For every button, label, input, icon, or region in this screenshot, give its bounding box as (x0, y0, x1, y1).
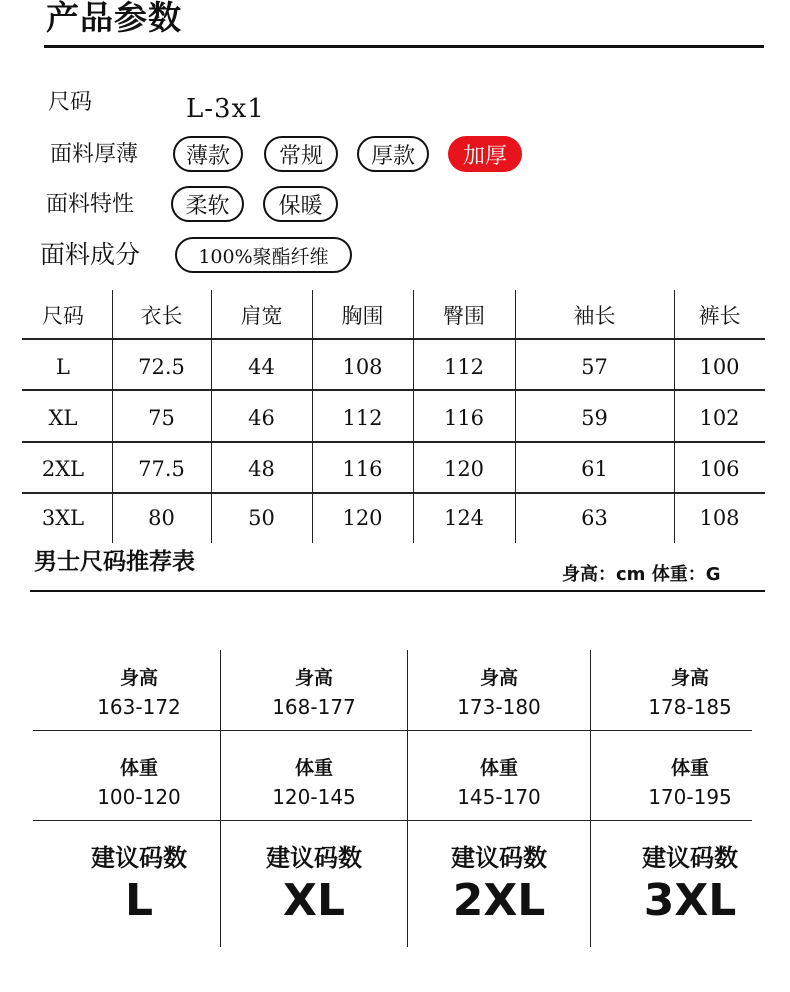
thickness-option-regular[interactable]: 常规 (264, 136, 338, 172)
table-cell: 124 (443, 506, 485, 530)
table-header-cell: 衣长 (140, 304, 183, 328)
recommend-height-cell (610, 664, 770, 722)
size-label: 尺码 (48, 90, 93, 115)
table-cell: 44 (248, 355, 275, 379)
table-header-cell: 袖长 (573, 304, 616, 328)
feature-label: 面料特性 (46, 192, 135, 217)
recommend-title: 男士尺码推荐表 (34, 549, 195, 575)
recommend-weight-value: 100-120 (97, 785, 181, 809)
table-cell: 72.5 (138, 355, 185, 379)
table-cell: 2XL (41, 457, 85, 481)
recommend-suggest-cell (610, 842, 770, 928)
table-header-cell: 胸围 (341, 304, 384, 328)
page-title: 产品参数 (46, 0, 182, 37)
recommend-suggest-cell (59, 842, 219, 928)
table-cell: L (56, 355, 70, 379)
recommend-suggest-value: 2XL (452, 875, 546, 926)
recommend-weight-label: 体重 (479, 757, 518, 779)
recommend-suggest-value: XL (283, 875, 345, 926)
recommend-suggest-value: L (124, 875, 154, 926)
recommend-weight-label: 体重 (670, 757, 709, 779)
table-header-cell: 臀围 (443, 304, 485, 328)
composition-value: 100%聚酯纤维 (175, 237, 352, 273)
table-cell: 108 (342, 355, 383, 379)
recommend-column-divider (220, 650, 221, 947)
table-cell: 112 (443, 355, 485, 379)
table-cell: 48 (248, 457, 275, 481)
table-header-cell: 裤长 (698, 304, 741, 328)
table-cell: 116 (443, 406, 485, 430)
table-cell: 75 (148, 406, 175, 430)
recommend-weight-label: 体重 (294, 757, 333, 779)
recommend-divider (30, 590, 765, 592)
feature-option-warm[interactable]: 保暖 (263, 186, 338, 222)
table-header-cell: 肩宽 (240, 304, 283, 328)
table-cell: 50 (248, 506, 275, 530)
recommend-weight-cell (610, 754, 770, 812)
recommend-height-cell (234, 664, 394, 722)
recommend-row-divider (33, 730, 752, 731)
recommend-height-label: 身高 (670, 667, 709, 689)
recommend-height-label: 身高 (294, 667, 333, 689)
recommend-suggest-cell (419, 842, 579, 928)
table-cell: 59 (581, 406, 608, 430)
table-cell: XL (48, 406, 78, 430)
recommend-weight-label: 体重 (119, 757, 158, 779)
recommend-weight-value: 145-170 (457, 785, 541, 809)
recommend-column-divider (590, 650, 591, 947)
table-cell: 120 (342, 506, 383, 530)
recommend-weight-cell (234, 754, 394, 812)
recommend-weight-value: 120-145 (272, 785, 356, 809)
table-cell: 116 (342, 457, 383, 481)
recommend-weight-cell (419, 754, 579, 812)
recommend-height-label: 身高 (119, 667, 158, 689)
table-cell: 57 (581, 355, 608, 379)
recommend-column-divider (407, 650, 408, 947)
recommend-height-value: 178-185 (648, 695, 732, 719)
thickness-option-thin[interactable]: 薄款 (173, 136, 243, 172)
table-cell: 120 (443, 457, 485, 481)
thickness-option-extra-thick[interactable]: 加厚 (448, 136, 522, 172)
table-row-divider (22, 441, 765, 443)
table-header-cell: 尺码 (42, 304, 84, 328)
table-cell: 77.5 (138, 457, 185, 481)
recommend-row-divider (33, 820, 752, 821)
table-cell: 80 (148, 506, 175, 530)
recommend-height-value: 173-180 (457, 695, 541, 719)
table-row-divider (22, 338, 765, 340)
thickness-label: 面料厚薄 (50, 142, 139, 167)
table-cell: 102 (699, 406, 740, 430)
size-value: L-3x1 (186, 94, 265, 124)
table-row-divider (22, 492, 765, 494)
table-cell: 46 (248, 406, 275, 430)
recommend-suggest-label: 建议码数 (451, 844, 547, 872)
recommend-suggest-label: 建议码数 (642, 844, 738, 872)
table-cell: 63 (581, 506, 608, 530)
recommend-weight-cell (59, 754, 219, 812)
recommend-suggest-value: 3XL (643, 875, 737, 926)
recommend-height-value: 163-172 (97, 695, 181, 719)
recommend-units: 身高：cm 体重：G (562, 564, 721, 585)
table-cell: 61 (581, 457, 608, 481)
recommend-height-value: 168-177 (272, 695, 356, 719)
thickness-option-thick[interactable]: 厚款 (357, 136, 429, 172)
recommend-suggest-label: 建议码数 (266, 844, 362, 872)
table-cell: 100 (699, 355, 740, 379)
recommend-height-label: 身高 (479, 667, 518, 689)
feature-option-soft[interactable]: 柔软 (171, 186, 244, 222)
title-divider (44, 45, 764, 48)
table-cell: 3XL (41, 506, 85, 530)
recommend-weight-value: 170-195 (648, 785, 732, 809)
composition-label: 面料成分 (40, 240, 141, 269)
table-cell: 112 (342, 406, 383, 430)
recommend-height-cell (59, 664, 219, 722)
recommend-suggest-label: 建议码数 (91, 844, 187, 872)
recommend-suggest-cell (234, 842, 394, 928)
recommend-height-cell (419, 664, 579, 722)
table-cell: 106 (699, 457, 740, 481)
table-row-divider (22, 389, 765, 391)
table-cell: 108 (699, 506, 740, 530)
